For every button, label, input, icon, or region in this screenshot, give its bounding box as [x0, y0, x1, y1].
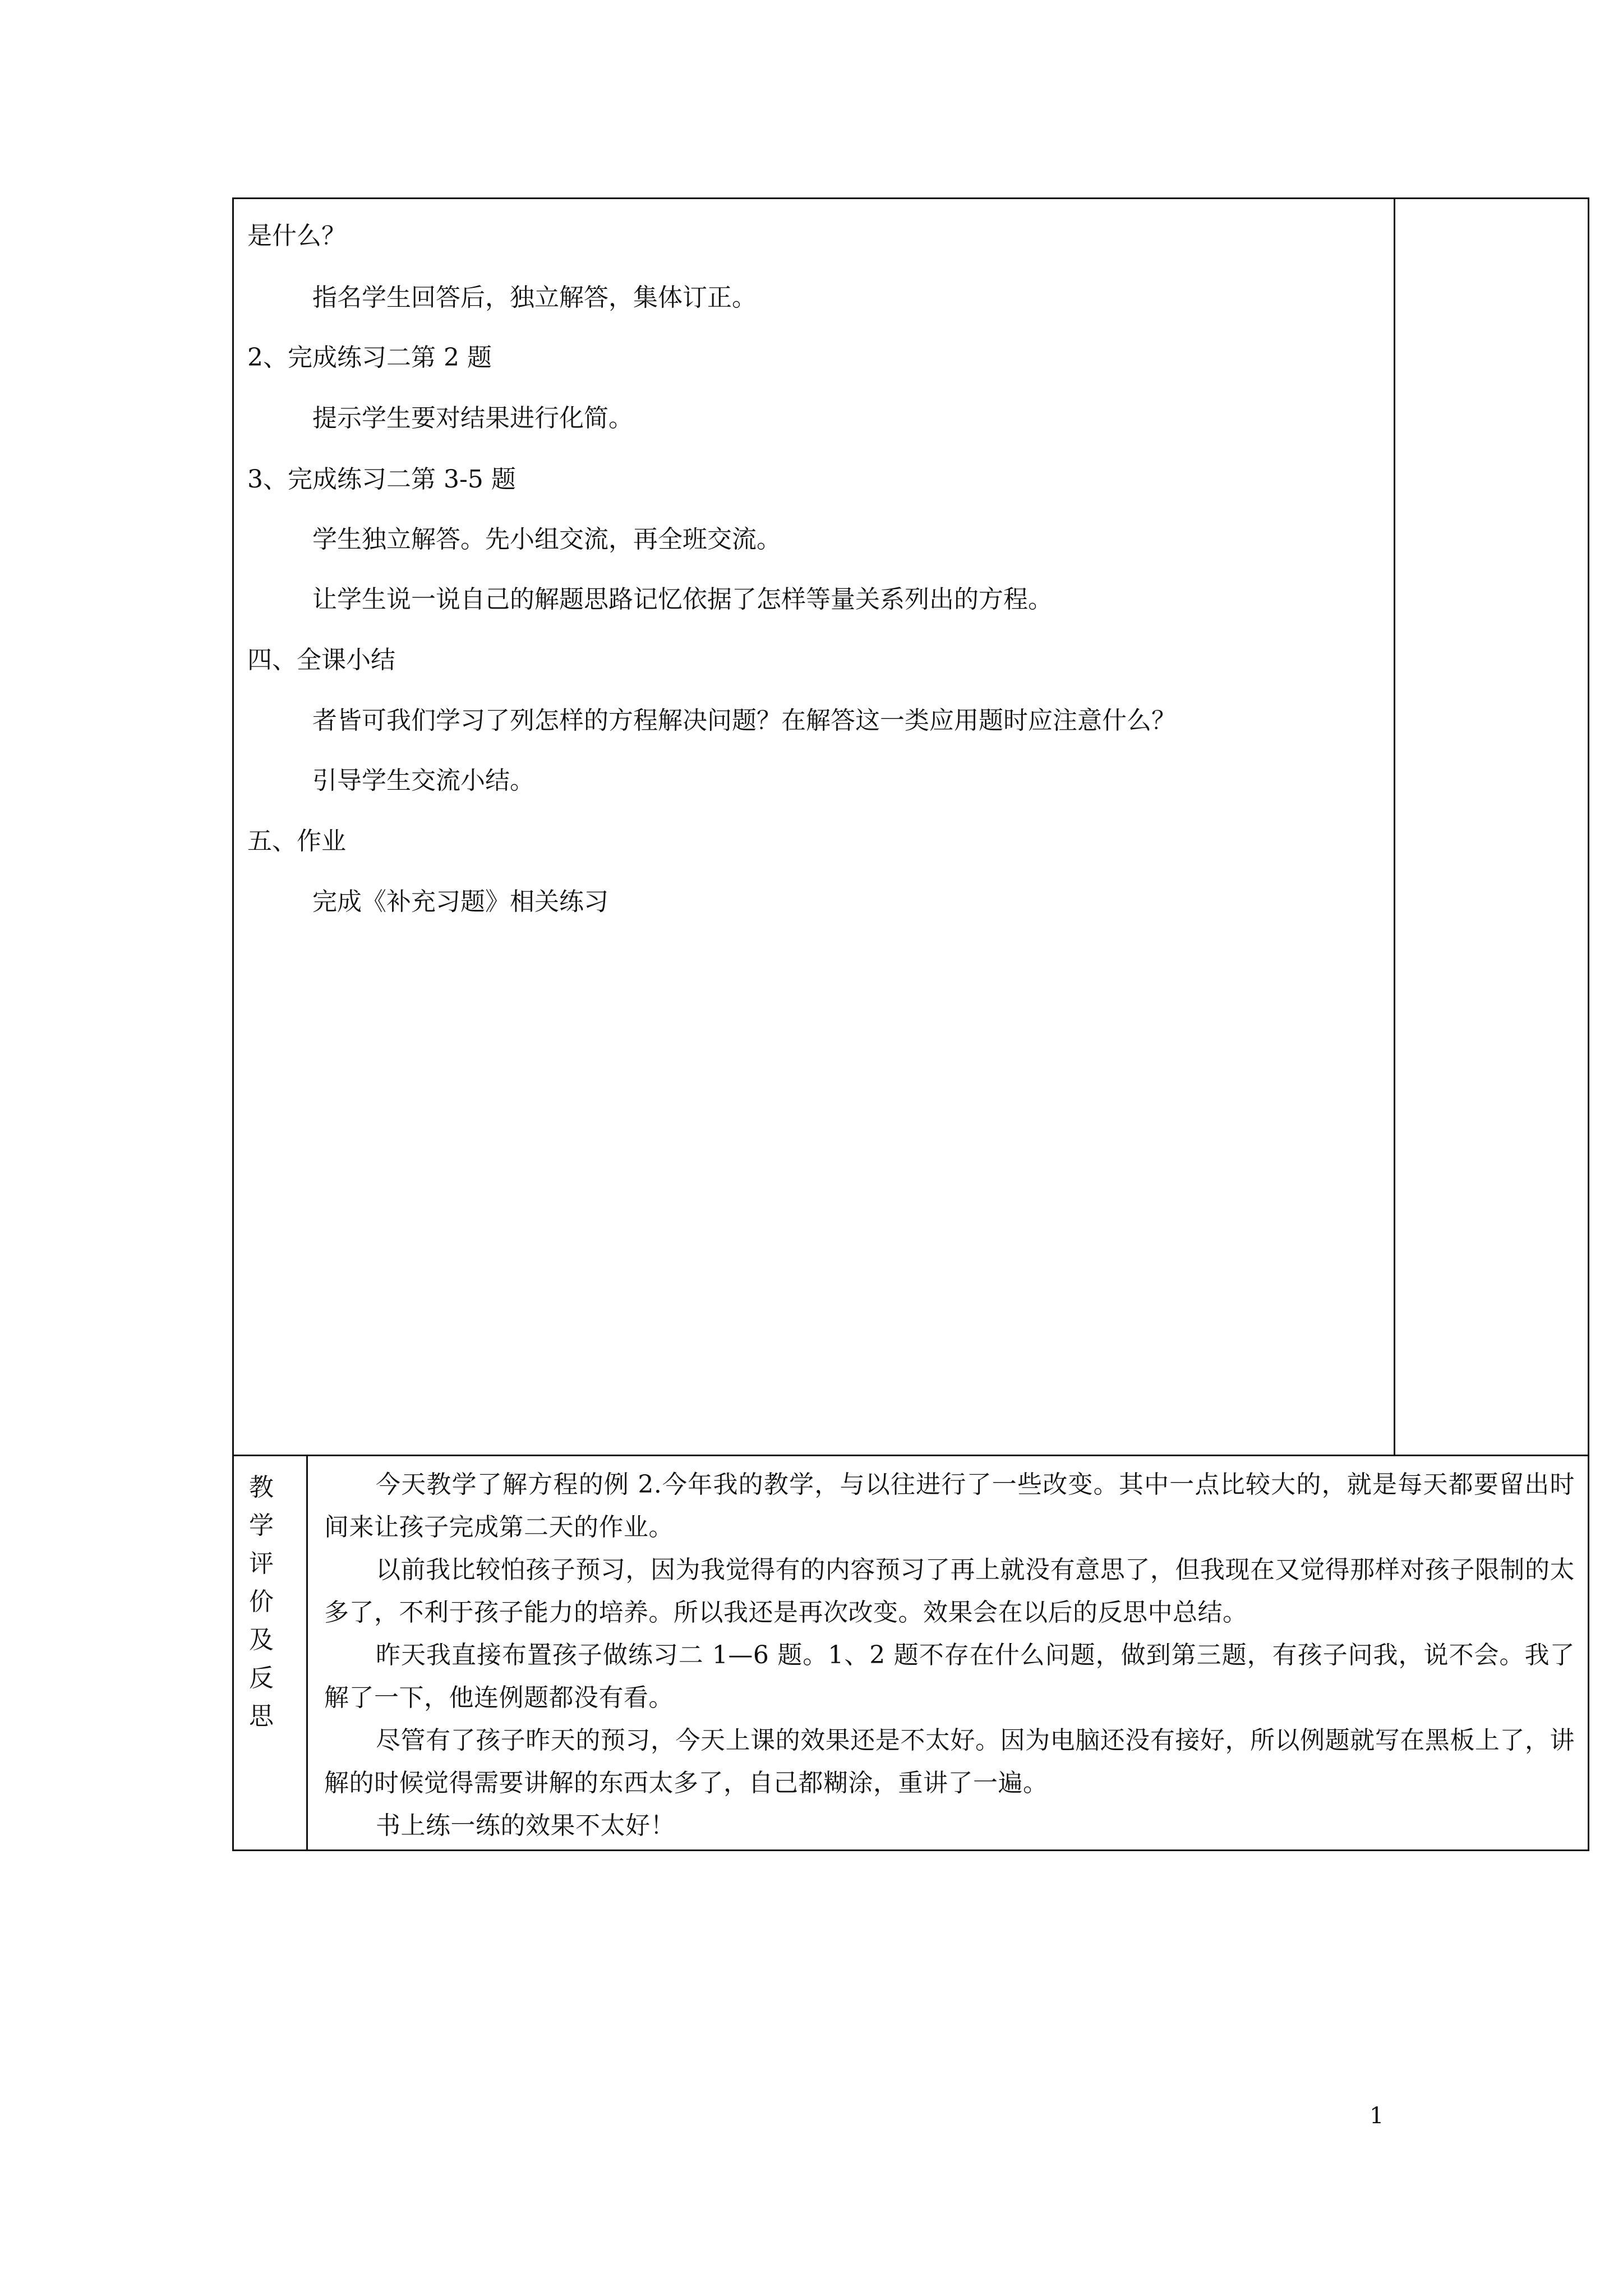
- reflection-paragraph: 尽管有了孩子昨天的预习，今天上课的效果还是不太好。因为电脑还没有接好，所以例题就写在黑板上了，讲解的时候觉得需要讲解的东西太多了，自己都糊涂，重讲了一遍。: [324, 1726, 1575, 1797]
- page-number: 1: [1370, 2103, 1384, 2129]
- reflection-label-char: 反: [249, 1664, 274, 1692]
- reflection-paragraph: 以前我比较怕孩子预习，因为我觉得有的内容预习了再上就没有意思了，但我现在又觉得那样对孩子限制的太多了，不利于孩子能力的培养。所以我还是再次改变。效果会在以后的反思中总结。: [324, 1556, 1575, 1627]
- lesson-line: 引导学生交流小结。: [312, 766, 534, 795]
- lesson-line: 2、完成练习二第 2 题: [247, 343, 492, 372]
- reflection-paragraph: 今天教学了解方程的例 2.今年我的教学，与以往进行了一些改变。其中一点比较大的，就是每天都要留出时间来让孩子完成第二天的作业。: [324, 1470, 1575, 1542]
- lesson-line: 让学生说一说自己的解题思路记忆依据了怎样等量关系列出的方程。: [312, 585, 1053, 614]
- reflection-paragraph: 昨天我直接布置孩子做练习二 1—6 题。1、2 题不存在什么问题，做到第三题，有孩子问我，说不会。我了解了一下，他连例题都没有看。: [324, 1641, 1575, 1712]
- reflection-label-char: 价: [249, 1588, 274, 1616]
- reflection-label-char: 思: [249, 1702, 274, 1731]
- lesson-section-heading: 五、作业: [247, 827, 346, 855]
- table-row-divider: [232, 1455, 1589, 1456]
- reflection-label-char: 及: [249, 1626, 274, 1654]
- lesson-line: 学生独立解答。先小组交流，再全班交流。: [312, 525, 781, 554]
- reflection-paragraph: 书上练一练的效果不太好！: [376, 1811, 675, 1840]
- lesson-line: 完成《补充习题》相关练习: [312, 887, 608, 916]
- reflection-label-char: 学: [249, 1511, 274, 1540]
- reflection-label-char: 评: [249, 1549, 274, 1578]
- lesson-line: 提示学生要对结果进行化简。: [312, 404, 633, 432]
- table-bottom-border: [232, 1849, 1589, 1851]
- table-right-border: [1588, 197, 1589, 1851]
- lesson-line: 3、完成练习二第 3-5 题: [247, 465, 516, 494]
- reflection-label: [245, 1469, 278, 1736]
- notes-column-divider: [1394, 197, 1395, 1456]
- reflection-label-char: 教: [249, 1473, 274, 1502]
- table-left-border: [232, 197, 234, 1851]
- lesson-line: 是什么？: [247, 222, 346, 250]
- lesson-section-heading: 四、全课小结: [247, 646, 395, 674]
- reflection-label-divider: [306, 1455, 308, 1851]
- table-top-border: [232, 197, 1589, 199]
- lesson-line: 者皆可我们学习了列怎样的方程解决问题？在解答这一类应用题时应注意什么？: [312, 706, 1176, 735]
- lesson-line: 指名学生回答后，独立解答，集体订正。: [312, 283, 757, 312]
